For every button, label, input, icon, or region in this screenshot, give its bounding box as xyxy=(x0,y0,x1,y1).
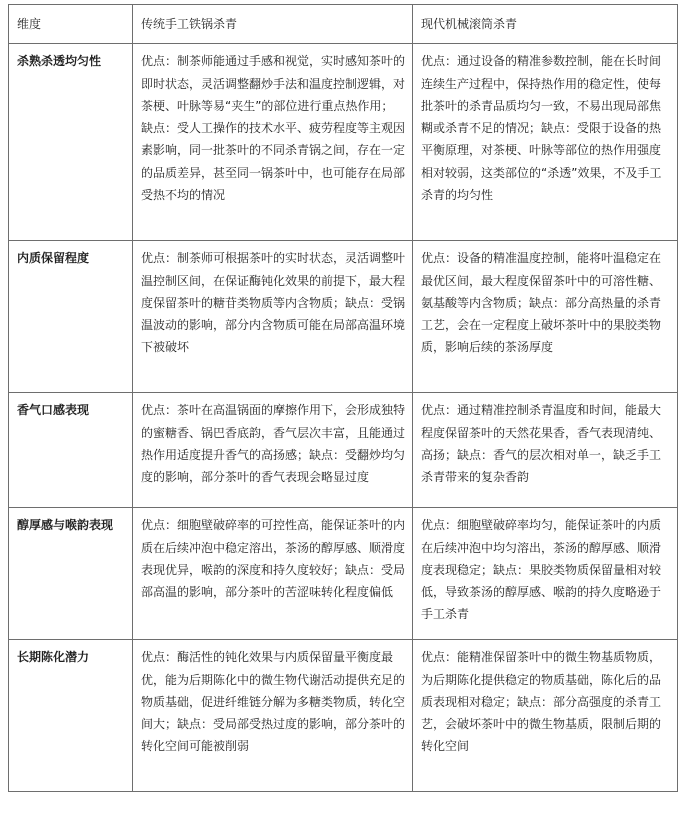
manual-cell: 优点：酶活性的钝化效果与内质保留量平衡度最优，能为后期陈化中的微生物代谢活动提供充足的物质基础，促进纤维链分解为多糖类物质，转化空间大；缺点：受局部受热过度的影响，部分茶叶的转化空间可能被削弱 xyxy=(133,640,413,792)
row-dimension: 杀熟杀透均匀性 xyxy=(9,44,133,241)
comparison-table xyxy=(8,4,678,792)
row-dimension: 醇厚感与喉韵表现 xyxy=(9,508,133,640)
row-dimension: 内质保留程度 xyxy=(9,241,133,393)
machine-cell: 优点：通过设备的精准参数控制，能在长时间连续生产过程中，保持热作用的稳定性，使每批茶叶的杀青品质均匀一致，不易出现局部焦糊或杀青不足的情况；缺点：受限于设备的热平衡原理，对茶梗、叶脉等部位的热作用强度相对较弱，这类部位的“杀透”效果，不及手工杀青的均匀性 xyxy=(413,44,678,241)
table-row xyxy=(9,393,678,508)
manual-cell: 优点：制茶师能通过手感和视觉，实时感知茶叶的即时状态，灵活调整翻炒手法和温度控制逻辑，对茶梗、叶脉等易“夹生”的部位进行重点热作用；缺点：受人工操作的技术水平、疲劳程度等主观因素影响，同一批茶叶的不同杀青锅之间，存在一定的品质差异，甚至同一锅茶叶中，也可能存在局部受热不均的情况 xyxy=(133,44,413,241)
header-dimension: 维度 xyxy=(9,5,133,44)
row-dimension: 香气口感表现 xyxy=(9,393,133,508)
manual-cell: 优点：茶叶在高温锅面的摩擦作用下，会形成独特的蜜糖香、锅巴香底韵，香气层次丰富，且能通过热作用适度提升香气的高扬感；缺点：受翻炒均匀度的影响，部分茶叶的香气表现会略显过度 xyxy=(133,393,413,508)
machine-cell: 优点：能精准保留茶叶中的微生物基质物质，为后期陈化提供稳定的物质基础，陈化后的品质表现相对稳定；缺点：部分高强度的杀青工艺，会破坏茶叶中的微生物基质，限制后期的转化空间 xyxy=(413,640,678,792)
table-row xyxy=(9,241,678,393)
machine-cell: 优点：通过精准控制杀青温度和时间，能最大程度保留茶叶的天然花果香，香气表现清纯、高扬；缺点：香气的层次相对单一，缺乏手工杀青带来的复杂香韵 xyxy=(413,393,678,508)
table-row xyxy=(9,508,678,640)
manual-cell: 优点：细胞壁破碎率的可控性高，能保证茶叶的内质在后续冲泡中稳定溶出，茶汤的醇厚感、顺滑度表现优异，喉韵的深度和持久度较好；缺点：受局部高温的影响，部分茶叶的苦涩味转化程度偏低 xyxy=(133,508,413,640)
machine-cell: 优点：细胞壁破碎率均匀，能保证茶叶的内质在后续冲泡中均匀溶出，茶汤的醇厚感、顺滑度表现稳定；缺点：果胶类物质保留量相对较低，导致茶汤的醇厚感、喉韵的持久度略逊于手工杀青 xyxy=(413,508,678,640)
table-header-row xyxy=(9,5,678,44)
machine-cell: 优点：设备的精准温度控制，能将叶温稳定在最优区间，最大程度保留茶叶中的可溶性糖、氨基酸等内含物质；缺点：部分高热量的杀青工艺，会在一定程度上破坏茶叶中的果胶类物质，影响后续的茶汤厚度 xyxy=(413,241,678,393)
table-row xyxy=(9,44,678,241)
table-row xyxy=(9,640,678,792)
header-machine-drum-fixing: 现代机械滚筒杀青 xyxy=(413,5,678,44)
row-dimension: 长期陈化潜力 xyxy=(9,640,133,792)
manual-cell: 优点：制茶师可根据茶叶的实时状态，灵活调整叶温控制区间，在保证酶钝化效果的前提下，最大程度保留茶叶的糖苷类物质等内含物质；缺点：受锅温波动的影响，部分内含物质可能在局部高温环境下被破坏 xyxy=(133,241,413,393)
header-manual-pan-fixing: 传统手工铁锅杀青 xyxy=(133,5,413,44)
